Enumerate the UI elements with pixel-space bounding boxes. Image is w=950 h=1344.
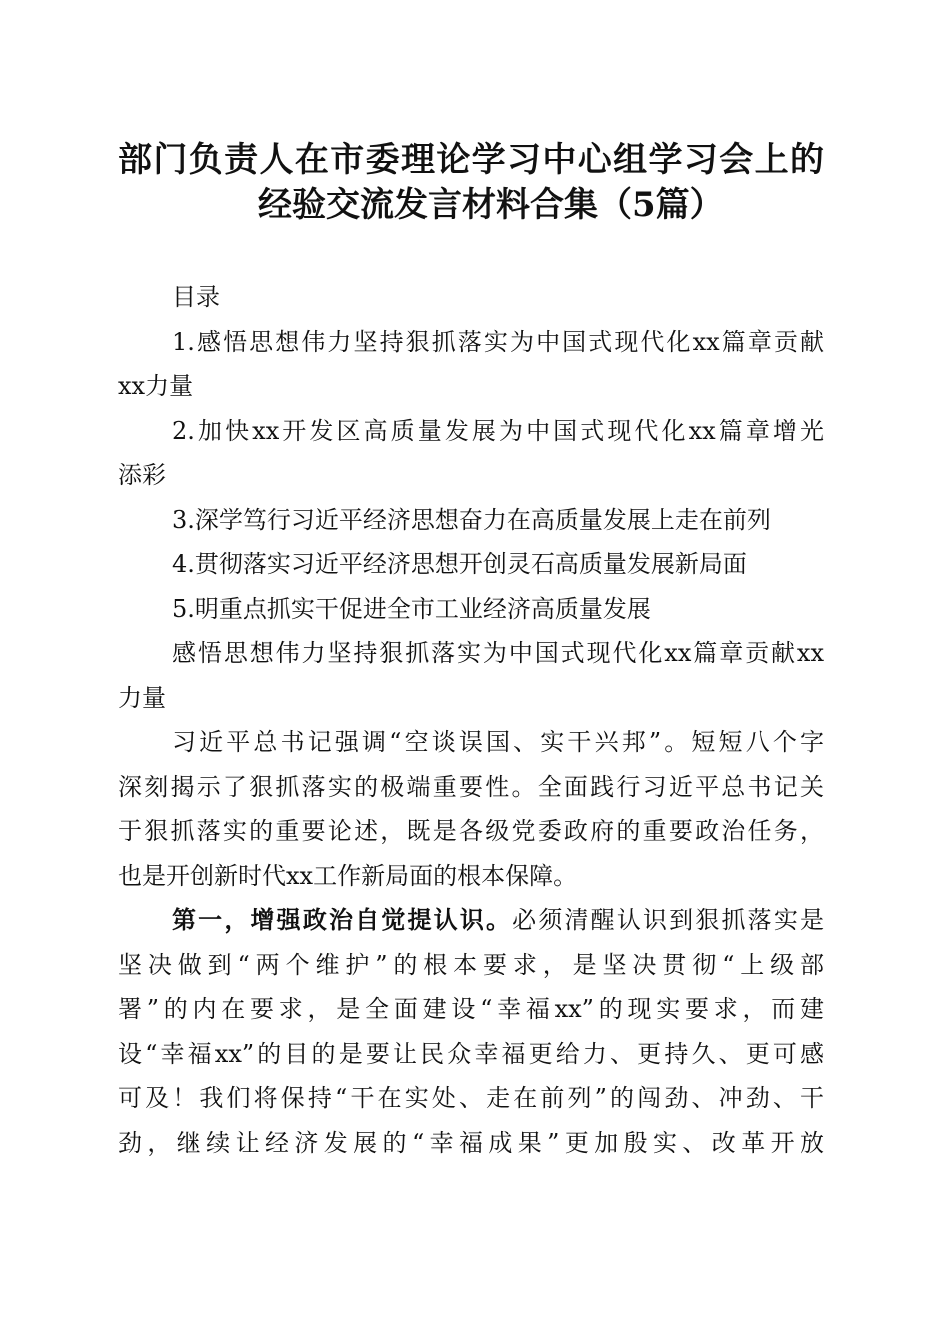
paragraph-2-line: 坚决做到“两个维护”的根本要求，是坚决贯彻“上级部 <box>118 950 824 979</box>
paragraph-2-lead-rest: 必须清醒认识到狠抓落实是 <box>512 906 824 934</box>
toc-item-2: 2.加快xx开发区高质量发展为中国式现代化xx篇章增光 <box>172 416 824 445</box>
toc-item-4: 4.贯彻落实习近平经济思想开创灵石高质量发展新局面 <box>172 550 747 578</box>
article-heading-cont: 力量 <box>118 683 166 712</box>
toc-item-2-cont: 添彩 <box>118 461 166 489</box>
document-body <box>118 275 824 1165</box>
paragraph-2-line: 设“幸福xx”的目的是要让民众幸福更给力、更持久、更可感 <box>118 1039 824 1068</box>
paragraph-1-line: 习近平总书记强调“空谈误国、实干兴邦”。短短八个字 <box>172 728 824 756</box>
toc-item-1: 1.感悟思想伟力坚持狠抓落实为中国式现代化xx篇章贡献 <box>172 327 824 356</box>
article-heading: 感悟思想伟力坚持狠抓落实为中国式现代化xx篇章贡献xx <box>172 639 824 667</box>
document-title <box>118 138 824 228</box>
toc-item-5: 5.明重点抓实干促进全市工业经济高质量发展 <box>172 594 651 623</box>
paragraph-2-line: 可及！我们将保持“干在实处、走在前列”的闯劲、冲劲、干 <box>118 1084 824 1112</box>
paragraph-2-line: 署”的内在要求，是全面建设“幸福xx”的现实要求，而建 <box>118 995 824 1023</box>
paragraph-1-line: 于狠抓落实的重要论述，既是各级党委政府的重要政治任务， <box>118 817 824 845</box>
title-line-2: 经验交流发言材料合集（5篇） <box>258 185 724 225</box>
paragraph-2-line: 劲，继续让经济发展的“幸福成果”更加殷实、改革开放 <box>118 1128 824 1157</box>
paragraph-2-lead: 第一，增强政治自觉提认识。 <box>172 905 513 934</box>
paragraph-2-line <box>118 898 824 943</box>
toc-item-1-cont: xx力量 <box>118 372 194 400</box>
toc-heading: 目录 <box>172 283 220 311</box>
toc-item-3: 3.深学笃行习近平经济思想奋力在高质量发展上走在前列 <box>172 505 771 534</box>
paragraph-1-line: 深刻揭示了狠抓落实的极端重要性。全面践行习近平总书记关 <box>118 772 824 801</box>
paragraph-1-line: 也是开创新时代xx工作新局面的根本保障。 <box>118 861 578 890</box>
title-line-1: 部门负责人在市委理论学习中心组学习会上的 <box>118 140 824 180</box>
